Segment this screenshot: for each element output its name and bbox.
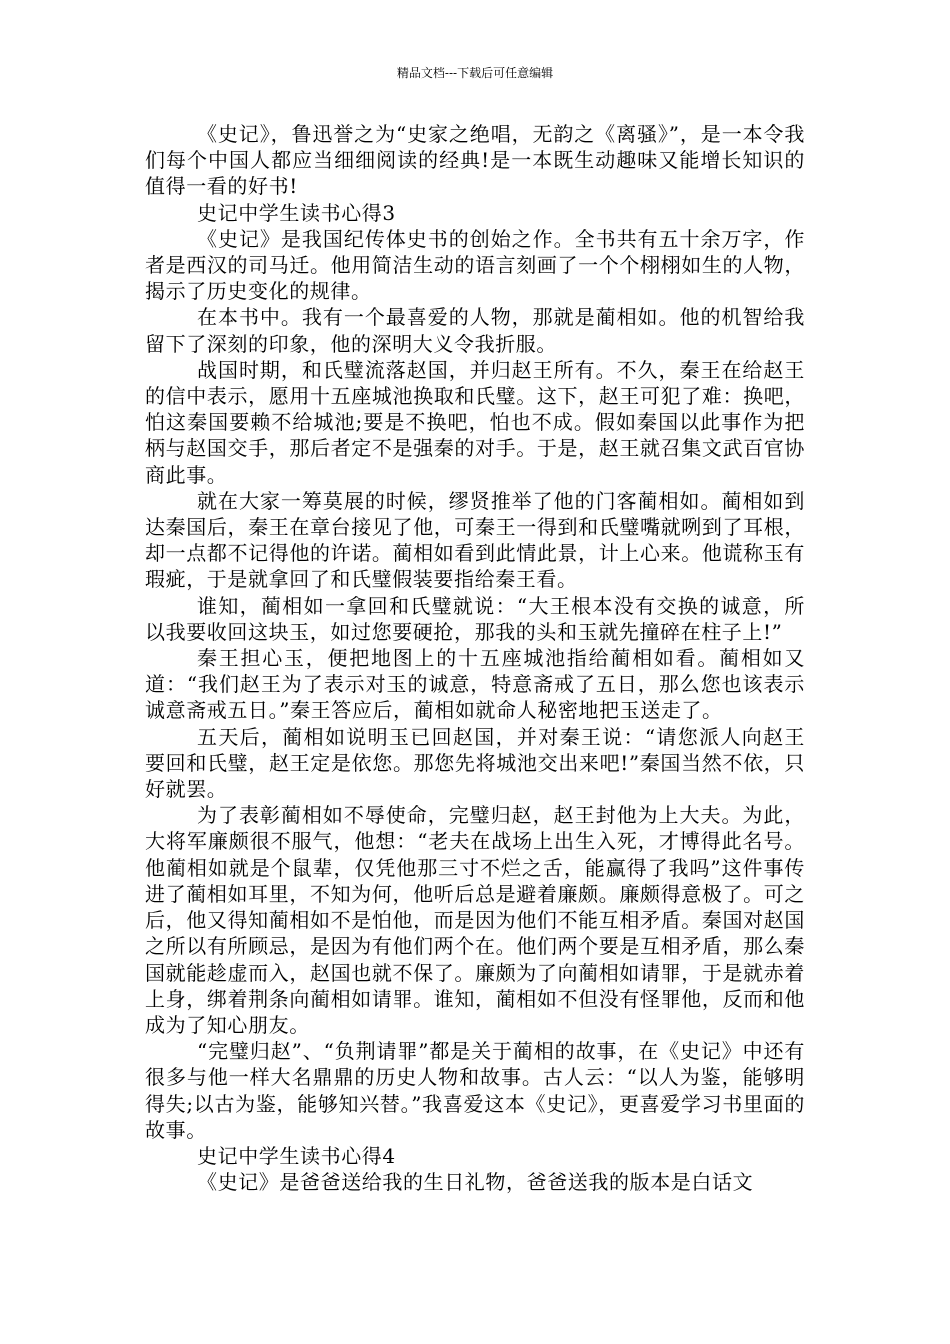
paragraph: 《史记》是我国纪传体史书的创始之作。全书共有五十余万字，作者是西汉的司马迁。他用简洁生动的语言刻画了一个个栩栩如生的人物，揭示了历史变化的规律。	[145, 226, 805, 304]
paragraph: 战国时期，和氏璧流落赵国，并归赵王所有。不久，秦王在给赵王的信中表示，愿用十五座城池换取和氏璧。这下，赵王可犯了难：换吧，怕这秦国要赖不给城池;要是不换吧，怕也不成。假如秦国以此事作为把柄与赵国交手，那后者定不是强秦的对手。于是，赵王就召集文武百官协商此事。	[145, 357, 805, 487]
section-heading: 史记中学生读书心得3	[197, 200, 396, 225]
paragraph: 秦王担心玉，便把地图上的十五座城池指给蔺相如看。蔺相如又道：“我们赵王为了表示对玉的诚意，特意斋戒了五日，那么您也该表示诚意斋戒五日。”秦王答应后，蔺相如就命人秘密地把玉送走了。	[145, 646, 805, 723]
paragraph: 《史记》，鲁迅誉之为“史家之绝唱，无韵之《离骚》”，是一本令我们每个中国人都应当细细阅读的经典!是一本既生动趣味又能增长知识的值得一看的好书!	[145, 122, 805, 199]
page-header: 精品文档---下载后可任意编辑	[396, 66, 554, 80]
paragraph: 就在大家一筹莫展的时候，缪贤推举了他的门客蔺相如。蔺相如到达秦国后，秦王在章台接见了他，可秦王一得到和氏璧嘴就咧到了耳根，却一点都不记得他的许诺。蔺相如看到此情此景，计上心来。他谎称玉有瑕疵，于是就拿回了和氏璧假装要指给秦王看。	[145, 488, 805, 592]
document-body	[145, 121, 805, 1195]
paragraph: 五天后，蔺相如说明玉已回赵国，并对秦王说：“请您派人向赵王要回和氏璧，赵王定是依您。那您先将城池交出来吧!”秦国当然不依，只好就罢。	[145, 724, 805, 802]
paragraph: 《史记》是爸爸送给我的生日礼物，爸爸送我的版本是白话文	[197, 1170, 754, 1195]
paragraph: 为了表彰蔺相如不辱使命，完璧归赵，赵王封他为上大夫。为此，大将军廉颇很不服气，他想：“老夫在战场上出生入死，才博得此名号。他蔺相如就是个鼠辈，仅凭他那三寸不烂之舌，能赢得了我吗”这件事传进了蔺相如耳里，不知为何，他听后总是避着廉颇。廉颇得意极了。可之后，他又得知蔺相如不是怕他，而是因为他们不能互相矛盾。秦国对赵国之所以有所顾忌，是因为有他们两个在。他们两个要是互相矛盾，那么秦国就能趁虚而入，赵国也就不保了。廉颇为了向蔺相如请罪，于是就赤着上身，绑着荆条向蔺相如请罪。谁知，蔺相如不但没有怪罪他，反而和他成为了知心朋友。	[145, 803, 805, 1037]
paragraph: 在本书中。我有一个最喜爱的人物，那就是蔺相如。他的机智给我留下了深刻的印象，他的深明大义令我折服。	[145, 305, 805, 356]
section-heading: 史记中学生读书心得4	[197, 1143, 396, 1168]
paragraph: 谁知，蔺相如一拿回和氏璧就说：“大王根本没有交换的诚意，所以我要收回这块玉，如过您要硬抢，那我的头和玉就先撞碎在柱子上!”	[145, 593, 805, 644]
paragraph: “完璧归赵”、“负荆请罪”都是关于蔺相的故事，在《史记》中还有很多与他一样大名鼎鼎的历史人物和故事。古人云：“以人为鉴，能够明得失;以古为鉴，能够知兴替。”我喜爱这本《史记》，更喜爱学习书里面的故事。	[145, 1039, 805, 1142]
